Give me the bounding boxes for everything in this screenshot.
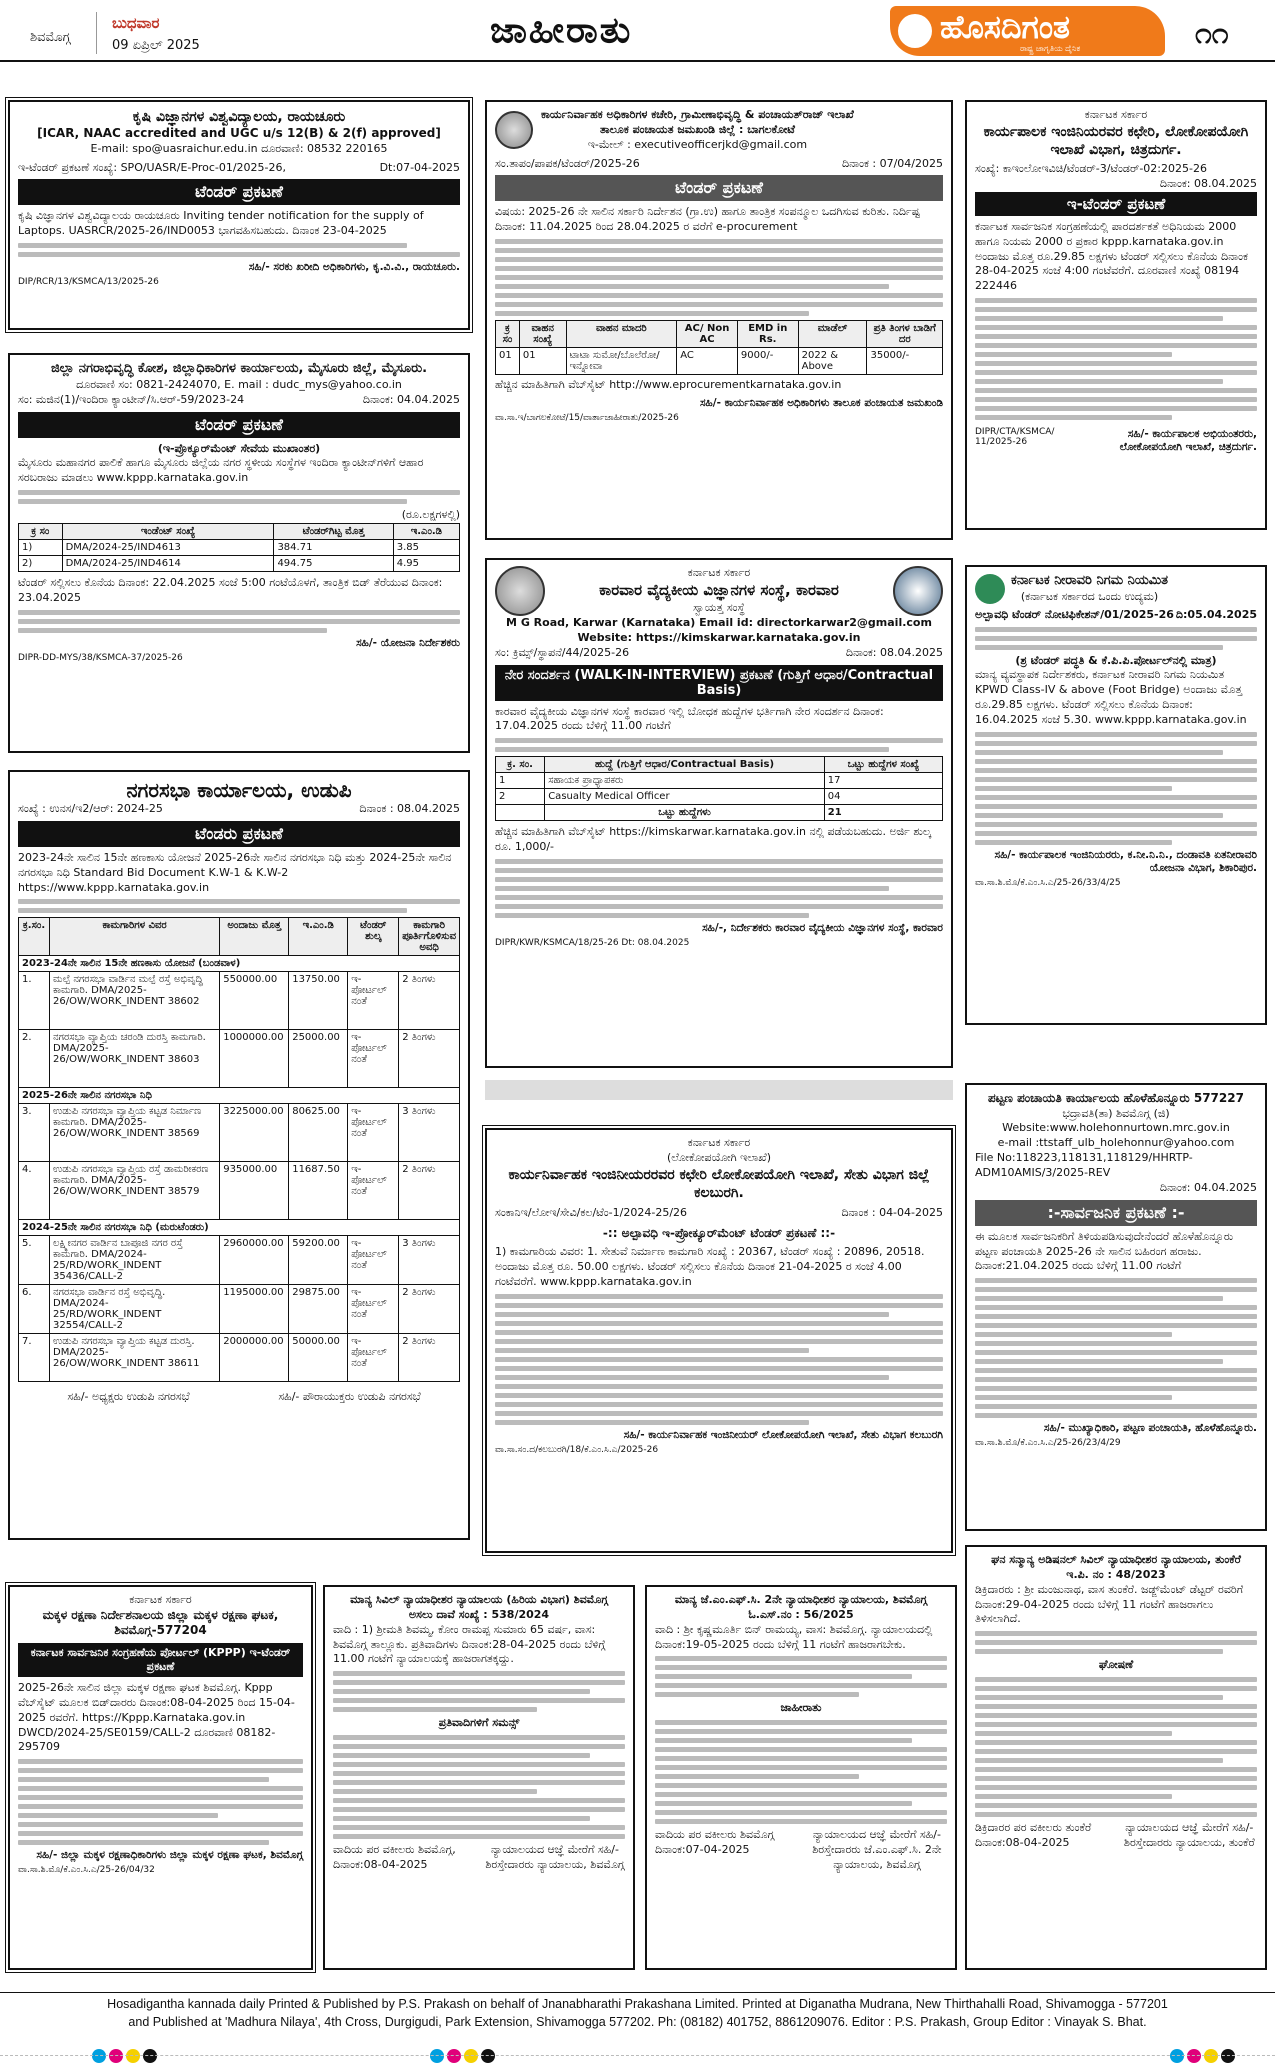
honnur-date: ದಿನಾಂಕ: 04.04.2025 [1159,1180,1257,1194]
knnl-sig: ಸಹಿ/- ಕಾರ್ಯಪಾಲಕ ಇಂಜಿನಿಯರರು, ಕ.ನೀ.ನಿ.ನಿ., ದಂಡಾವತಿ ಏತನೀರಾವರಿ ಯೋಜನಾ ವಿಭಾಗ, ಶಿಕಾರಿಪುರ. [994,848,1257,874]
masthead [0,0,1275,62]
uas-code: DIP/RCR/13/KSMCA/13/2025-26 [18,277,159,288]
uas-ref: ಇ-ಟೆಂಡರ್ ಪ್ರಕಟಣೆ ಸಂಖ್ಯೆ: SPO/UASR/E-Proc-01/2025-26, [18,160,287,174]
magenta-dot-icon [109,2049,123,2063]
magenta-dot-icon [447,2049,461,2063]
honnur-code: ವಾ.ಸಾ.ಶಿ.ಮೊ/ಕೆ.ಎಂ.ಸಿ.ಎ/25-26/23/4/29 [975,1438,1121,1449]
masthead-day: ಬುಧವಾರ [112,14,160,32]
mysore-notice: (ಇ-ಪ್ರೊಕ್ಯೂರ್‌ಮೆಂಟ್ ಸೇವೆಯ ಮುಖಾಂತರ) [157,441,321,455]
udupi-bar: ಟೆಂಡರು ಪ್ರಕಟಣೆ [18,821,460,847]
court3-title: ಘನ ಸನ್ಮಾನ್ಯ ಅಡಿಷನಲ್ ಸಿವಿಲ್ ನ್ಯಾಯಾಧೀಶರ ನ್ಯಾಯಾಲಯ, ತುಂಕೆರೆ [991,1553,1241,1566]
ad-karwar-kims [485,558,953,1068]
court2-case: ಓ.ಎಸ್.ನಂ : 56/2025 [748,1607,854,1621]
table-row: 01 01 ಟಾಟಾ ಸುಮೋ/ಬೊಲೆರೋ/ಇನ್ನೋವಾ AC 9000/- 2022 & Above 35000/- [496,348,943,375]
honnur-subtitle: ಭದ್ರಾವತಿ(ತಾ) ಶಿವಮೊಗ್ಗ (ಜಿ) [1062,1106,1170,1120]
ad-court-additional-civil [965,1545,1267,1970]
ad-udupi-nagarasabha [8,770,470,1540]
honnur-title: ಪಟ್ಟಣ ಪಂಚಾಯತಿ ಕಾರ್ಯಾಲಯ ಹೊಳೆಹೊನ್ನೂರು 577227 [988,1091,1244,1105]
udupi-title: ನಗರಸಭಾ ಕಾರ್ಯಾಲಯ, ಉಡುಪಿ [126,778,352,802]
black-dot-icon [1221,2049,1235,2063]
dcpu-code: ವಾ.ಸಾ.ಶಿ.ಮೊ/ಕೆ.ಎಂ.ಸಿ.ಎ/25-26/04/32 [18,1865,155,1876]
mysore-body: ಮೈಸೂರು ಮಹಾನಗರ ಪಾಲಿಕೆ ಹಾಗೂ ಮೈಸೂರು ಜಿಲ್ಲೆಯ ನಗರ ಸ್ಥಳೀಯ ಸಂಸ್ಥೆಗಳ ಇಂದಿರಾ ಕ್ಯಾಂಟೀನ್‌ಗಳಿಗೆ ಆಹಾರ ಸರಬರಾಜು ಮಾಡಲು www.kppp.karnataka.gov.in [18,456,424,485]
pwd-sig: ಸಹಿ/- ಕಾರ್ಯನಿರ್ವಾಹಕ ಇಂಜಿನೀಯರ್ ಲೋಕೋಪಯೋಗಿ ಇಲಾಖೆ, ಸೇತು ವಿಭಾಗ ಕಲಬುರಗಿ [623,1428,943,1441]
karwar-subtitle: ಕರ್ನಾಟಕ ಸರ್ಕಾರ [687,566,751,580]
table-row: 2. ನಗರಸಭಾ ವ್ಯಾಪ್ತಿಯ ಚರಂಡಿ ದುರಸ್ತಿ ಕಾಮಗಾರಿ. DMA/2025-26/OW/WORK_INDENT 38603 1000000.00 25000.00 ಇ-ಪೋರ್ಟಲ್ ನಂತೆ 2 ತಿಂಗಳು [19,1030,460,1088]
table-row: 1 ಸಹಾಯಕ ಪ್ರಾಧ್ಯಾಪಕರು 17 [496,773,943,789]
logo-tagline: ರಾಷ್ಟ್ರ ಜಾಗೃತಿಯ ದೈನಿಕ [1020,44,1081,53]
udupi-body: 2023-24ನೇ ಸಾಲಿನ 15ನೇ ಹಣಕಾಸು ಯೋಜನೆ 2025-26ನೇ ಸಾಲಿನ ನಗರಸಭಾ ನಿಧಿ ಮತ್ತು 2024-25ನೇ ಸಾಲಿನ ನಗರಸಭಾ ನಿಧಿ Standard Bid Document K.W-1 & K.W-2 https://www.kppp.karnataka.gov.in [18,850,452,894]
bagalkot-title: ಕಾರ್ಯನಿರ್ವಾಹಕ ಅಧಿಕಾರಿಗಳ ಕಚೇರಿ, ಗ್ರಾಮೀಣಾಭಿವೃದ್ಧಿ & ಪಂಚಾಯತ್‌ರಾಜ್ ಇಲಾಖೆ [541,108,854,121]
chitradurga-ref: ಸಂಖ್ಯೆ: ಕಾಇಂಲೋಇವಿಚಿ/ಟೆಂಡರ್-3/ಟೆಂಡರ್-02:2025-26 [975,162,1207,176]
registration-marks-center [430,2048,498,2067]
karwar-body2: ಹೆಚ್ಚಿನ ಮಾಹಿತಿಗಾಗಿ ವೆಬ್‌ಸೈಟ್ https://kimskarwar.karnataka.gov.in ನಲ್ಲಿ ಪಡೆಯಬಹುದು. ಅರ್ಜಿ ಶುಲ್ಕ ರೂ. 1,000/- [495,825,932,854]
court1-case: ಅಸಲು ದಾವೆ ಸಂಖ್ಯೆ : 538/2024 [408,1607,550,1621]
court1-title: ಮಾನ್ಯ ಸಿವಿಲ್ ನ್ಯಾಯಾಧೀಶರ ನ್ಯಾಯಾಲಯ (ಹಿರಿಯ ವಿಭಾಗ) ಶಿವಮೊಗ್ಗ [350,1593,608,1606]
bagalkot-date: ದಿನಾಂಕ : 07/04/2025 [841,156,943,170]
mysore-th-amount: ಟೆಂಡರ್‌ಗಿಟ್ಟ ಮೊತ್ತ [274,523,393,539]
crop-marks [0,2055,1275,2056]
honnur-file: File No:118223,118131,118129/HHRTP-ADM10AMIS/3/2025-REV [975,1151,1193,1179]
cyan-dot-icon [1170,2049,1184,2063]
dcpu-subtitle: ಕರ್ನಾಟಕ ಸರ್ಕಾರ [129,1593,192,1606]
table-section: 2023-24ನೇ ಸಾಲಿನ 15ನೇ ಹಣಕಾಸು ಯೋಜನೆ (ಬಂಡವಾಳ) [19,956,460,972]
uas-contact: E-mail: spo@uasraichur.edu.in ದೂರವಾಣಿ: 08532 220165 [90,141,388,155]
court1-body: ವಾದಿ : 1) ಶ್ರೀಮತಿ ಶಿವಮ್ಮ, ಕೋಂ ರಾಮಪ್ಪ ಸುಮಾರು 65 ವರ್ಷ, ವಾಸ: ಶಿವಮೊಗ್ಗ ತಾಲ್ಲೂಕು. ಪ್ರತಿವಾದಿಗಳು ದಿನಾಂಕ:28-04-2025 ರಂದು ಬೆಳಿಗ್ಗೆ 11.00 ಗಂಟೆಗೆ ನ್ಯಾಯಾಲಯಕ್ಕೆ ಹಾಜರಾಗತಕ್ಕದ್ದು. [333,1622,606,1666]
knnl-date: ದಿ:05.04.2025 [1175,607,1257,621]
uas-sig: ಸಹಿ/- ಸರಕು ಖರೀದಿ ಅಧಿಕಾರಿಗಳು, ಕೃ.ವಿ.ವಿ., ರಾಯಚೂರು. [248,261,460,274]
bagalkot-website: ಹೆಚ್ಚಿನ ಮಾಹಿತಿಗಾಗಿ ವೆಬ್‌ಸೈಟ್ http://www.eprocurementkarnataka.gov.in [495,378,842,392]
knnl-bar: (ಶ್ರ ಟೆಂಡರ್ ಪದ್ಧತಿ & ಕೆ.ಪಿ.ಪಿ.ಪೋರ್ಟಲ್‌ನಲ್ಲಿ ಮಾತ್ರ) [1015,653,1217,667]
dcpu-sig: ಸಹಿ/- ಜಿಲ್ಲಾ ಮಕ್ಕಳ ರಕ್ಷಣಾಧಿಕಾರಿಗಳು ಜಿಲ್ಲಾ ಮಕ್ಕಳ ರಕ್ಷಣಾ ಘಟಕ, ಶಿವಮೊಗ್ಗ [36,1849,303,1862]
court1-heading: ಪ್ರತಿವಾದಿಗಳಿಗೆ ಸಮನ್ಸ್ [438,1716,520,1730]
divider-bar [485,1080,953,1100]
yellow-dot-icon [1204,2049,1218,2063]
table-row: 7. ಉಡುಪಿ ನಗರಸಭಾ ವ್ಯಾಪ್ತಿಯ ಕಟ್ಟಡ ದುರಸ್ತಿ. DMA/2025-26/OW/WORK_INDENT 38611 2000000.00 50000.00 ಇ-ಪೋರ್ಟಲ್ ನಂತೆ 2 ತಿಂಗಳು [19,1334,460,1382]
chitradurga-date: ದಿನಾಂಕ: 08.04.2025 [1159,177,1257,191]
ad-court-jmfc [645,1585,957,1970]
honnur-bar: :-ಸಾರ್ವಜನಿಕ ಪ್ರಕಟಣೆ :- [975,1200,1257,1226]
section-title: ಜಾಹೀರಾತು [490,10,633,51]
court2-sig-left: ವಾದಿಯ ಪರ ವಕೀಲರು ಶಿವಮೊಗ್ಗ ದಿನಾಂಕ:07-04-2025 [655,1828,775,1857]
imprint-footer [0,1992,1275,2036]
mysore-contact: ದೂರವಾಣಿ ಸಂ: 0821-2424070, E. mail : dudc_mys@yahoo.co.in [76,377,402,391]
table-row: 4. ಉಡುಪಿ ನಗರಸಭಾ ವ್ಯಾಪ್ತಿಯ ರಸ್ತೆ ಡಾಮರೀಕರಣ ಕಾಮಗಾರಿ. DMA/2025-26/OW/WORK_INDENT 38579 935000.00 11687.50 ಇ-ಪೋರ್ಟಲ್ ನಂತೆ 2 ತಿಂಗಳು [19,1162,460,1220]
ad-pwd-kalaburagi [485,1128,953,1553]
pwd-date: ದಿನಾಂಕ : 04-04-2025 [841,1206,943,1220]
pwd-bar: -:: ಅಲ್ಪಾವಧಿ ಇ-ಪ್ರೋಕ್ಯೂರ್‌ಮೆಂಟ್ ಟೆಂಡರ್ ಪ್ರಕಟಣೆ ::- [602,1225,836,1240]
court3-case: ಇ.ಪಿ. ನಂ : 48/2023 [1066,1567,1166,1581]
table-row: 2 Casualty Medical Officer 04 [496,789,943,805]
imprint-line-1: Hosadigantha kannada daily Printed & Published by P.S. Prakash on behalf of Jnanabharathi Prakashana Limited. Printed at Diganatha Mudrana, New Thirthahalli Road, Shivamogga - 577201 [107,1997,1168,2011]
table-section: 2025-26ನೇ ಸಾಲಿನ ನಗರಸಭಾ ನಿಧಿ [19,1088,460,1104]
udupi-ref: ಸಂಖ್ಯೆ : ಉನಸ/ಇ2/ಆರ್: 2024-25 [18,802,163,815]
pwd-tag: (ಲೋಕೋಪಯೋಗಿ ಇಲಾಖೆ) [666,1150,772,1164]
knnl-code: ವಾ.ಸಾ.ಶಿ.ಮೊ/ಕೆ.ಎಂ.ಸಿ.ಎ/25-26/33/4/25 [975,877,1121,888]
honnur-body: ಈ ಮೂಲಕ ಸಾರ್ವಜನಿಕರಿಗೆ ತಿಳಿಯಪಡಿಸುವುದೇನೆಂದರೆ ಹೊಳೆಹೊನ್ನೂರು ಪಟ್ಟಣ ಪಂಚಾಯತಿ 2025-26 ನೇ ಸಾಲಿನ ಬಹಿರಂಗ ಹರಾಜು. ದಿನಾಂಕ:21.04.2025 ರಂದು ಬೆಳಿಗ್ಗೆ 11.00 ಗಂಟೆಗೆ [975,1229,1234,1273]
karwar-tag: ಸ್ವಾಯತ್ತ ಸಂಸ್ಥೆ [693,600,745,614]
court3-heading: ಘೋಷಣೆ [1098,1658,1134,1672]
ad-uas-raichur [8,100,470,330]
table-row: 2) DMA/2024-25/IND4614 494.75 4.95 [19,555,460,571]
black-dot-icon [481,2049,495,2063]
karwar-date: ದಿನಾಂಕ: 08.04.2025 [845,645,943,659]
court2-body: ವಾದಿ : ಶ್ರೀ ಕೃಷ್ಣಮೂರ್ತಿ ಬಿನ್ ರಾಮಯ್ಯ, ವಾಸ: ಶಿವಮೊಗ್ಗ. ನ್ಯಾಯಾಲಯದಲ್ಲಿ ದಿನಾಂಕ:19-05-2025 ರಂದು ಬೆಳಿಗ್ಗೆ 11 ಗಂಟೆಗೆ ಹಾಜರಾಗಬೇಕು. [655,1622,933,1651]
chitradurga-bar: ಇ-ಟೆಂಡರ್ ಪ್ರಕಟಣೆ [975,192,1257,216]
karwar-address: M G Road, Karwar (Karnataka) Email id: directorkarwar2@gmail.com Website: https://kimskarwar.karnataka.gov.in [506,616,932,644]
udupi-sig-right: ಸಹಿ/- ಪೌರಾಯುಕ್ತರು ಉಡುಪಿ ನಗರಸಭೆ [278,1390,421,1404]
masthead-date: 09 ಏಪ್ರಿಲ್ 2025 [112,38,200,53]
bagalkot-table: ಕ್ರ ಸಂ ವಾಹನ ಸಂಖ್ಯೆ ವಾಹನ ಮಾದರಿ AC/ Non AC EMD in Rs. ಮಾಡೆಲ್ ಪ್ರತಿ ತಿಂಗಳ ಬಾಡಿಗೆ ದರ 01 01 ಟಾಟಾ ಸುಮೋ/ಬೊಲೆರೋ/ಇನ್ನೋವಾ AC 9000/- 2022 & Above 35000/- [495,320,943,375]
magenta-dot-icon [1187,2049,1201,2063]
ad-court-civil-senior [323,1585,635,1970]
karwar-body: ಕಾರವಾರ ವೈದ್ಯಕೀಯ ವಿಜ್ಞಾನಗಳ ಸಂಸ್ಥೆ ಕಾರವಾರ ಇಲ್ಲಿ ಬೋಧಕ ಹುದ್ದೆಗಳ ಭರ್ತಿಗಾಗಿ ನೇರ ಸಂದರ್ಶನ ದಿನಾಂಕ: 17.04.2025 ರಂದು ಬೆಳಿಗ್ಗೆ 11.00 ಗಂಟೆಗೆ [495,704,884,733]
dcpu-bar: ಕರ್ನಾಟಕ ಸಾರ್ವಜನಿಕ ಸಂಗ್ರಹಣೆಯ ಪೋರ್ಟಲ್ (KPPP) ಇ-ಟೆಂಡರ್ ಪ್ರಕಟಣೆ [18,1643,303,1677]
karwar-table: ಕ್ರ. ಸಂ. ಹುದ್ದೆ (ಗುತ್ತಿಗೆ ಆಧಾರ/Contractual Basis) ಒಟ್ಟು ಹುದ್ದೆಗಳ ಸಂಖ್ಯೆ 1 ಸಹಾಯಕ ಪ್ರಾಧ್ಯಾಪಕರು 17 2 Casualty Medical Officer 04 ಒಟ್ಟು ಹುದ್ದೆಗಳು 21 [495,756,943,821]
mysore-title: ಜಿಲ್ಲಾ ನಗರಾಭಿವೃದ್ಧಿ ಕೋಶ, ಜಿಲ್ಲಾಧಿಕಾರಿಗಳ ಕಾರ್ಯಾಲಯ, ಮೈಸೂರು ಜಿಲ್ಲೆ, ಮೈಸೂರು. [50,361,428,376]
kims-logo-icon [893,566,943,616]
knnl-title: ಕರ್ನಾಟಕ ನೀರಾವರಿ ನಿಗಮ ನಿಯಮಿತ [1011,573,1169,588]
uas-body: ಕೃಷಿ ವಿಜ್ಞಾನಗಳ ವಿಶ್ವವಿದ್ಯಾಲಯ ರಾಯಚೂರು Inviting tender notification for the supply of Laptops. UASRCR/2025-26/IND0053 ಭಾಗವಹಿಸಬಹುದು. ದಿನಾಂಕ 23-04-2025 [18,209,424,238]
chitradurga-sig: ಸಹಿ/- ಕಾರ್ಯಪಾಲಕ ಅಭಿಯಂತರರು, ಲೋಕೋಪಯೋಗಿ ಇಲಾಖೆ, ಚಿತ್ರದುರ್ಗ. [1119,428,1257,454]
chitradurga-subtitle: ಕರ್ನಾಟಕ ಸರ್ಕಾರ [1084,108,1148,121]
bagalkot-body: ವಿಷಯ: 2025-26 ನೇ ಸಾಲಿನ ಸರ್ಕಾರಿ ನಿರ್ದೇಶನ (ಗ್ರಾ.ಉ) ಹಾಗೂ ತಾಂತ್ರಿಕ ಸಂಪನ್ಮೂಲ ಒದಗಿಸುವ ಕುರಿತು. ನಿರ್ದಿಷ್ಟ ದಿನಾಂಕ: 11.04.2025 ರಿಂದ 28.04.2025 ರ ವರೆಗೆ e-procurement [495,205,921,234]
table-row: 1. ಮಲ್ಪೆ ನಗರಸಭಾ ವಾರ್ಡಿನ ಮಲ್ಪೆ ರಸ್ತೆ ಅಭಿವೃದ್ಧಿ ಕಾಮಗಾರಿ. DMA/2025-26/OW/WORK_INDENT 38602 550000.00 13750.00 ಇ-ಪೋರ್ಟಲ್ ನಂತೆ 2 ತಿಂಗಳು [19,972,460,1030]
mysore-date: ದಿನಾಂಕ: 04.04.2025 [362,392,460,406]
knnl-subtitle: (ಕರ್ನಾಟಕ ಸರ್ಕಾರದ ಒಂದು ಉದ್ಯಮ) [1020,589,1159,603]
udupi-date: ದಿನಾಂಕ : 08.04.2025 [359,802,460,815]
uas-date: Dt:07-04-2025 [379,160,460,174]
knnl-logo-icon [975,574,1005,604]
paper-logo [890,6,1165,56]
honnur-web: Website:www.holehonnurtown.mrc.gov.in [1002,1121,1230,1135]
uas-bar: ಟೆಂಡರ್ ಪ್ರಕಟಣೆ [18,179,460,205]
ad-holehonnur-tp [965,1083,1267,1531]
yellow-dot-icon [126,2049,140,2063]
karwar-sig: ಸಹಿ/-, ನಿರ್ದೇಶಕರು ಕಾರವಾರ ವೈದ್ಯಕೀಯ ವಿಜ್ಞಾನಗಳ ಸಂಸ್ಥೆ, ಕಾರವಾರ [702,921,943,934]
ad-bagalkot-tp [485,100,953,540]
court3-sig-left: ಡಿಕ್ರಿದಾರರ ಪರ ವಕೀಲರು ತುಂಕೆರೆ ದಿನಾಂಕ:08-04-2025 [975,1821,1092,1849]
black-dot-icon [143,2049,157,2063]
pwd-body: 1) ಕಾಮಗಾರಿಯ ವಿವರ: 1. ಸೇತುವೆ ನಿರ್ಮಾಣ ಕಾಮಗಾರಿ ಸಂಖ್ಯೆ : 20367, ಟೆಂಡರ್ ಸಂಖ್ಯೆ : 20896, 20518. ಅಂದಾಜು ಮೊತ್ತ ರೂ. 50.00 ಲಕ್ಷಗಳು. ಟೆಂಡರ್ ಸಲ್ಲಿಸಲು ಕೊನೆಯ ದಿನಾಂಕ 21-04-2025 ರ ಸಂಜೆ 4.00 ಗಂಟೆವರೆಗೆ. www.kppp.karnataka.gov.in [495,1245,925,1288]
table-row: ಒಟ್ಟು ಹುದ್ದೆಗಳು 21 [496,805,943,821]
dcpu-title: ಮಕ್ಕಳ ರಕ್ಷಣಾ ನಿರ್ದೇಶನಾಲಯ ಜಿಲ್ಲಾ ಮಕ್ಕಳ ರಕ್ಷಣಾ ಘಟಕ, ಶಿವಮೊಗ್ಗ-577204 [42,1607,279,1638]
udupi-sig-left: ಸಹಿ/- ಅಧ್ಯಕ್ಷರು ಉಡುಪಿ ನಗರಸಭೆ [67,1390,190,1404]
mysore-th-indent: ಇಂಡೆಂಟ್ ಸಂಖ್ಯೆ [62,523,274,539]
uas-subtitle: [ICAR, NAAC accredited and UGC u/s 12(B) & 2(f) approved] [37,126,441,141]
mysore-ref: ಸಂ: ಮಜಿನ(1)/ಇಂದಿರಾ ಕ್ಯಾಂಟೀನ್/ಸಿ.ಆರ್-59/2023-24 [18,392,245,406]
pwd-ref: ಸಂಕಾನಿಇ/ಲೋಇ/ಸೇವಿ/ಕಲ/ಟೆಂ-1/2024-25/26 [495,1206,688,1220]
bagalkot-subtitle: ತಾಲೂಕ ಪಂಚಾಯತ ಜಮಖಂಡಿ ಜಿಲ್ಲೆ : ಬಾಗಲಕೋಟೆ [599,122,795,136]
mysore-sig: ಸಹಿ/- ಯೋಜನಾ ನಿರ್ದೇಶಕರು [356,636,460,649]
table-section: 2024-25ನೇ ಸಾಲಿನ ನಗರಸಭಾ ನಿಧಿ (ಮರುಟೆಂಡರು) [19,1220,460,1236]
mysore-th-no: ಕ್ರ ಸಂ [19,523,63,539]
ad-chitradurga-pwd [965,100,1267,530]
ad-karnataka-neeravari [965,565,1267,1025]
bagalkot-email: ಇ-ಮೇಲ್ : executiveofficerjkd@gmail.com [587,137,808,151]
mysore-code: DIPR-DD-MYS/38/KSMCA-37/2025-26 [18,652,183,663]
mysore-th-emd: ಇ.ಎಂ.ಡಿ [393,523,459,539]
logo-icon [898,14,932,48]
pwd-subtitle: ಕರ್ನಾಟಕ ಸರ್ಕಾರ [687,1136,751,1149]
cyan-dot-icon [92,2049,106,2063]
court1-sig-right: ನ್ಯಾಯಾಲಯದ ಆಜ್ಞೆ ಮೇರೆಗೆ ಸಹಿ/- ಶಿರಸ್ತೇದಾರರು ನ್ಯಾಯಾಲಯ, ಶಿವಮೊಗ್ಗ [485,1843,625,1871]
karwar-ref: ಸಂ: ಕ್ರಿಮ್ಸ್/ಸ್ಥಾಪನೆ/44/2025-26 [495,645,630,659]
bagalkot-code: ವಾ.ಸಾ.ಇ/ಬಾಗಲಕೋಟೆ/15/ವಾರ್ತಾಜಾಹೀರಾತು/2025-26 [495,412,679,423]
masthead-divider [96,12,97,54]
table-row: 3. ಉಡುಪಿ ನಗರಸಭಾ ವ್ಯಾಪ್ತಿಯ ಕಟ್ಟಡ ನಿರ್ಮಾಣ ಕಾಮಗಾರಿ. DMA/2025-26/OW/WORK_INDENT 38569 3225000.00 80625.00 ಇ-ಪೋರ್ಟಲ್ ನಂತೆ 3 ತಿಂಗಳು [19,1104,460,1162]
chitradurga-body: ಕರ್ನಾಟಕ ಸಾರ್ವಜನಿಕ ಸಂಗ್ರಹಣೆಯಲ್ಲಿ ಪಾರದರ್ಶಕತೆ ಅಧಿನಿಯಮ 2000 ಹಾಗೂ ನಿಯಮ 2000 ರ ಪ್ರಕಾರ kppp.karnataka.gov.in ಅಂದಾಜು ಮೊತ್ತ ರೂ.29.85 ಲಕ್ಷಗಳು ಟೆಂಡರ್ ಸಲ್ಲಿಸಲು ಕೊನೆಯ ದಿನಾಂಕ 28-04-2025 ಸಂಜೆ 4:00 ಗಂಟೆವರೆಗೆ. ದೂರವಾಣಿ ಸಂಖ್ಯೆ 08194 222446 [975,219,1248,293]
court2-sig-right: ನ್ಯಾಯಾಲಯದ ಆಜ್ಞೆ ಮೇರೆಗೆ ಸಹಿ/- ಶಿರಸ್ತೇದಾರರು ಜೆ.ಎಂ.ಎಫ್.ಸಿ. 2ನೇ ನ್ಯಾಯಾಲಯ, ಶಿವಮೊಗ್ಗ [812,1828,942,1871]
logo-text: ಹೊಸದಿಗಂತ [940,8,1070,46]
mysore-deadline: ಟೆಂಡರ್ ಸಲ್ಲಿಸಲು ಕೊನೆಯ ದಿನಾಂಕ: 22.04.2025 ಸಂಜೆ 5:00 ಗಂಟೆಯೊಳಗೆ, ತಾಂತ್ರಿಕ ಬಿಡ್ ತೆರೆಯುವ ದಿನಾಂಕ: 23.04.2025 [18,575,443,604]
imprint-line-2: and Published at 'Madhura Nilaya', 4th Cross, Durgigudi, Park Extension, Shivamogga 577202. Ph: (08182) 401752, 8861209076. Editor : P.S. Prakash, Group Editor : Vinayak S. Bhat. [128,2014,1147,2029]
mysore-table [18,523,460,572]
dcpu-body: 2025-26ನೇ ಸಾಲಿನ ಜಿಲ್ಲಾ ಮಕ್ಕಳ ರಕ್ಷಣಾ ಘಟಕ ಶಿವಮೊಗ್ಗ. Kppp ವೆಬ್‌ಸೈಟ್ ಮೂಲಕ ಬಿಡ್‌ದಾರರು ದಿನಾಂಕ:08-04-2025 ರಿಂದ 15-04-2025 ರವರೆಗೆ. https://Kppp.Karnataka.gov.in DWCD/2024-25/SE0159/CALL-2 ದೂರವಾಣಿ 08182-295709 [18,1681,295,1754]
table-row: 6. ನಗರಸಭಾ ವಾರ್ಡಿನ ರಸ್ತೆ ಅಭಿವೃದ್ಧಿ. DMA/2024-25/RD/WORK_INDENT 32554/CALL-2 1195000.00 29875.00 ಇ-ಪೋರ್ಟಲ್ ನಂತೆ 2 ತಿಂಗಳು [19,1285,460,1334]
knnl-ref: ಅಲ್ಪಾವಧಿ ಟೆಂಡರ್ ನೋಟಿಫಿಕೇಶನ್/01/2025-26 [975,607,1174,621]
udupi-table: ಕ್ರ.ಸಂ. ಕಾಮಗಾರಿಗಳ ವಿವರ ಅಂದಾಜು ಮೊತ್ತ ಇ.ಎಂ.ಡಿ ಟೆಂಡರ್ ಶುಲ್ಕ ಕಾಮಗಾರಿ ಪೂರ್ತಿಗೊಳಿಸುವ ಅವಧಿ 2023-24ನೇ ಸಾಲಿನ 15ನೇ ಹಣಕಾಸು ಯೋಜನೆ (ಬಂಡವಾಳ) 1. ಮಲ್ಪೆ ನಗರಸಭಾ ವಾರ್ಡಿನ ಮಲ್ಪೆ ರಸ್ತೆ ಅಭಿವೃದ್ಧಿ ಕಾಮಗಾರಿ. DMA/2025-26/OW/WORK_INDENT 38602 550000.00 13750.00 ಇ-ಪೋರ್ಟಲ್ ನಂತೆ 2 ತಿಂಗಳು 2. ನಗರಸಭಾ ವ್ಯಾಪ್ತಿಯ ಚರಂಡಿ ದುರಸ್ತಿ ಕಾಮಗಾರಿ. DMA/2025-26/OW/WORK_INDENT 38603 1000000.00 25000.00 ಇ-ಪೋರ್ಟಲ್ ನಂತೆ 2 ತಿಂಗಳು 2025-26ನೇ ಸಾಲಿನ ನಗರಸಭಾ ನಿಧಿ 3. ಉಡುಪಿ ನಗರಸಭಾ ವ್ಯಾಪ್ತಿಯ ಕಟ್ಟಡ ನಿರ್ಮಾಣ ಕಾಮಗಾರಿ. DMA/2025-26/OW/WORK_INDENT 38569 3225000.00 80625.00 ಇ-ಪೋರ್ಟಲ್ ನಂತೆ 3 ತಿಂಗಳು 4. ಉಡುಪಿ ನಗರಸಭಾ ವ್ಯಾಪ್ತಿಯ ರಸ್ತೆ ಡಾಮರೀಕರಣ ಕಾಮಗಾರಿ. DMA/2025-26/OW/WORK_INDENT 38579 935000.00 11687.50 ಇ-ಪೋರ್ಟಲ್ ನಂತೆ 2 ತಿಂಗಳು 2024-25ನೇ ಸಾಲಿನ ನಗರಸಭಾ ನಿಧಿ (ಮರುಟೆಂಡರು) 5. ಲಕ್ಷ್ಮೀನಗರ ವಾರ್ಡಿನ ಬಾಪೂಜಿ ನಗರ ರಸ್ತೆ ಕಾಮಗಾರಿ. DMA/2024-25/RD/WORK_INDENT 35436/CALL-2 2960000.00 59200.00 ಇ-ಪೋರ್ಟಲ್ ನಂತೆ 3 ತಿಂಗಳು 6. ನಗರಸಭಾ ವಾರ್ಡಿನ ರಸ್ತೆ ಅಭಿವೃದ್ಧಿ. DMA/2024-25/RD/WORK_INDENT 32554/CALL-2 1195000.00 29875.00 ಇ-ಪೋರ್ಟಲ್ ನಂತೆ 2 ತಿಂಗಳು 7. ಉಡುಪಿ ನಗರಸಭಾ ವ್ಯಾಪ್ತಿಯ ಕಟ್ಟಡ ದುರಸ್ತಿ. DMA/2025-26/OW/WORK_INDENT 38611 2000000.00 50000.00 ಇ-ಪೋರ್ಟಲ್ ನಂತೆ 2 ತಿಂಗಳು [18,917,460,1382]
karwar-bar: ನೇರ ಸಂದರ್ಶನ (WALK-IN-INTERVIEW) ಪ್ರಕಟಣೆ (ಗುತ್ತಿಗೆ ಆಧಾರ/Contractual Basis) [495,665,943,701]
mysore-unit: (ರೂ.ಲಕ್ಷಗಳಲ್ಲಿ) [401,508,460,522]
honnur-sig: ಸಹಿ/- ಮುಖ್ಯಾಧಿಕಾರಿ, ಪಟ್ಟಣ ಪಂಚಾಯತಿ, ಹೊಳೆಹೊನ್ನೂರು. [1043,1422,1257,1435]
ad-mysore-dudc [8,353,470,753]
karnataka-emblem-icon [495,566,545,616]
pwd-code: ವಾ.ಸಾ.ಸಂ.ದ/ಕಲಬುರಗಿ/18/ಕೆ.ಎಂ.ಸಿ.ಎ/2025-26 [495,1444,659,1455]
ad-shimoga-child-protection [8,1585,313,1970]
table-row: 5. ಲಕ್ಷ್ಮೀನಗರ ವಾರ್ಡಿನ ಬಾಪೂಜಿ ನಗರ ರಸ್ತೆ ಕಾಮಗಾರಿ. DMA/2024-25/RD/WORK_INDENT 35436/CALL-2 2960000.00 59200.00 ಇ-ಪೋರ್ಟಲ್ ನಂತೆ 3 ತಿಂಗಳು [19,1236,460,1285]
karwar-code: DIPR/KWR/KSMCA/18/25-26 Dt: 08.04.2025 [495,937,690,948]
court2-title: ಮಾನ್ಯ ಜೆ.ಎಂ.ಎಫ್.ಸಿ. 2ನೇ ನ್ಯಾಯಾಧೀಶರ ನ್ಯಾಯಾಲಯ, ಶಿವಮೊಗ್ಗ [674,1593,928,1606]
uas-title: ಕೃಷಿ ವಿಜ್ಞಾನಗಳ ವಿಶ್ವವಿದ್ಯಾಲಯ, ರಾಯಚೂರು [132,109,346,125]
knnl-body: ಮಾನ್ಯ ವ್ಯವಸ್ಥಾಪಕ ನಿರ್ದೇಶಕರು, ಕರ್ನಾಟಕ ನೀರಾವರಿ ನಿಗಮ ನಿಯಮಿತ KPWD Class-IV & above (Foot Bridge) ಅಂದಾಜು ಮೊತ್ತ ರೂ.29.85 ಲಕ್ಷಗಳು. ಟೆಂಡರ್ ಸಲ್ಲಿಸಲು ಕೊನೆಯ ದಿನಾಂಕ: 16.04.2025 ಸಂಜೆ 5.30. www.kppp.karnataka.gov.in [975,668,1247,726]
karnataka-emblem-icon [495,111,533,149]
bagalkot-sig: ಸಹಿ/- ಕಾರ್ಯನಿರ್ವಾಹಕ ಅಧಿಕಾರಿಗಳು ತಾಲೂಕ ಪಂಚಾಯತ ಜಮಖಂಡಿ [699,396,943,409]
court3-sig-right: ನ್ಯಾಯಾಲಯದ ಆಜ್ಞೆ ಮೇರೆಗೆ ಸಹಿ/- ಶಿರಸ್ತೇದಾರರು ನ್ಯಾಯಾಲಯ, ತುಂಕೆರೆ [1123,1821,1255,1849]
yellow-dot-icon [464,2049,478,2063]
court2-heading: ಜಾಹೀರಾತು [780,1701,822,1715]
honnur-email: e-mail :ttstaff_ulb_holehonnur@yahoo.com [997,1136,1235,1150]
court1-sig-left: ವಾದಿಯ ಪರ ವಕೀಲರು ಶಿವಮೊಗ್ಗ, ದಿನಾಂಕ:08-04-2025 [333,1843,456,1871]
table-row: 1) DMA/2024-25/IND4613 384.71 3.85 [19,539,460,555]
mysore-bar: ಟೆಂಡರ್ ಪ್ರಕಟಣೆ [18,412,460,438]
cyan-dot-icon [430,2049,444,2063]
court3-body: ಡಿಕ್ರಿದಾರರು : ಶ್ರೀ ಮಂಜುನಾಥ, ವಾಸ ತುಂಕೆರೆ. ಜಡ್ಜ್‌ಮೆಂಟ್ ಡೆಟ್ಟರ್ ರವರಿಗೆ ದಿನಾಂಕ:29-04-2025 ರಂದು ಬೆಳಿಗ್ಗೆ 11 ಗಂಟೆಗೆ ಹಾಜರಾಗಲು ತಿಳಿಸಲಾಗಿದೆ. [975,1582,1244,1626]
chitradurga-code: DIPR/CTA/KSMCA/ 11/2025-26 [975,427,1055,448]
chitradurga-title: ಕಾರ್ಯಪಾಲಕ ಇಂಜಿನಿಯರವರ ಕಛೇರಿ, ಲೋಕೋಪಯೋಗಿ ಇಲಾಖೆ ವಿಭಾಗ, ಚಿತ್ರದುರ್ಗ. [983,123,1249,159]
pwd-title: ಕಾರ್ಯನಿರ್ವಾಹಕ ಇಂಜಿನೀಯರರವರ ಕಛೇರಿ ಲೋಕೋಪಯೋಗಿ ಇಲಾಖೆ, ಸೇತು ವಿಭಾಗ ಜಿಲ್ಲೆ ಕಲಬುರಗಿ. [508,1166,930,1201]
registration-marks-right [1170,2048,1238,2067]
masthead-city: ಶಿವಮೊಗ್ಗ [30,30,71,45]
registration-marks-left [92,2048,160,2067]
page-number: ೧೧ [1195,16,1229,51]
karwar-title: ಕಾರವಾರ ವೈದ್ಯಕೀಯ ವಿಜ್ಞಾನಗಳ ಸಂಸ್ಥೆ, ಕಾರವಾರ [599,581,839,600]
bagalkot-bar: ಟೆಂಡರ್ ಪ್ರಕಟಣೆ [495,175,943,201]
bagalkot-ref: ಸಂ.ತಾಪಂ/ಪಾಪಕ/ಟೆಂಡರ್/2025-26 [495,156,640,170]
